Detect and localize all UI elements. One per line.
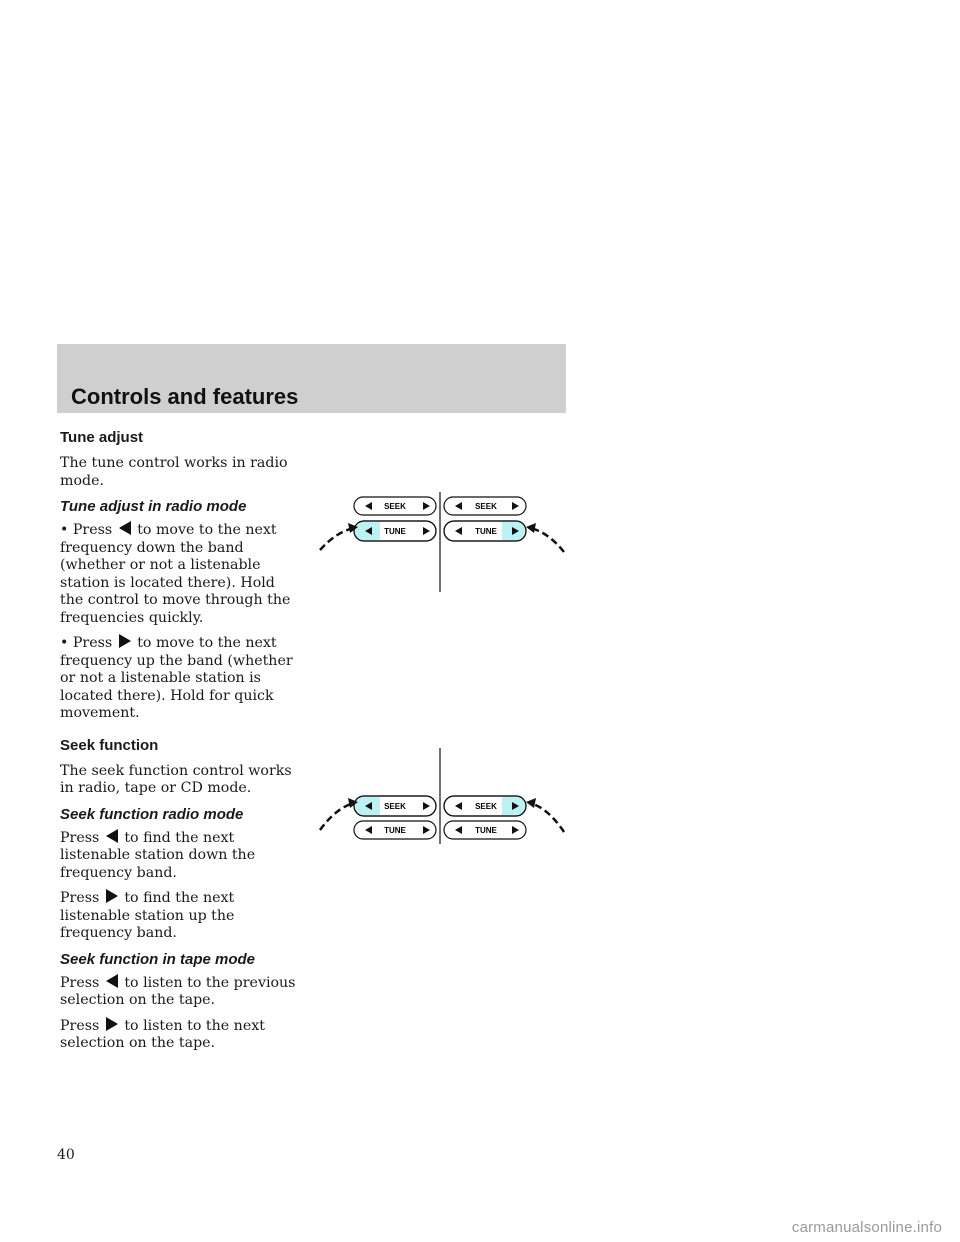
watermark: carmanualsonline.info [791, 1219, 942, 1236]
tune-label-left: TUNE [384, 527, 406, 536]
tune-label-left: TUNE [384, 826, 406, 835]
tune-label-right: TUNE [475, 527, 497, 536]
seek-radio-mode-heading: Seek function radio mode [60, 805, 244, 823]
line-text: to listen to the previous selection on the tape. [60, 974, 296, 1008]
seek-tape-mode-heading: Seek function in tape mode [60, 950, 256, 968]
line-text: to listen to the next selection on the tape. [60, 1017, 265, 1051]
seek-button-left-panel [354, 497, 436, 515]
tune-adjust-intro: The tune control works in radio mode. [60, 455, 288, 489]
seek-tape-next [60, 1017, 300, 1053]
seek-function-intro: The seek function control works in radio, tape or CD mode. [60, 762, 292, 796]
seek-label-right: SEEK [475, 802, 497, 811]
left-arrow-icon [119, 521, 131, 535]
seek-radio-up [60, 889, 300, 943]
seek-label-left: SEEK [384, 802, 406, 811]
tune-radio-mode-heading: Tune adjust in radio mode [60, 498, 247, 515]
line-prefix: Press [60, 890, 100, 906]
tune-bullet-up [60, 634, 300, 723]
tune-button-right-panel [444, 521, 526, 541]
right-arrow-icon [106, 889, 118, 903]
right-pointer-arrow [530, 528, 564, 552]
tune-bullet-down [60, 521, 300, 627]
bullet-marker: • [60, 635, 69, 651]
text-column [60, 428, 300, 1060]
tune-button-left-panel [354, 521, 436, 541]
seek-function-heading: Seek function [60, 736, 159, 754]
bullet-marker: • [60, 522, 69, 538]
tune-button-left-panel [354, 821, 436, 839]
bullet-text: to move to the next frequency down the band (whether or not a listenable station is located there). Hold the control to move through the frequencies quickly. [60, 522, 291, 626]
right-pointer-arrow [530, 803, 564, 832]
right-arrow-icon [119, 634, 131, 648]
left-pointer-arrow [320, 528, 354, 550]
seek-button-left-panel [354, 796, 436, 816]
tune-adjust-heading: Tune adjust [60, 429, 144, 446]
left-pointer-arrow [320, 803, 354, 830]
tune-button-right-panel [444, 821, 526, 839]
tune-diagram [316, 492, 568, 594]
seek-button-right-panel [444, 497, 526, 515]
left-arrow-icon [106, 974, 118, 988]
line-text: to find the next listenable station down the frequency band. [60, 829, 256, 881]
bullet-prefix: Press [72, 635, 113, 651]
seek-label-left: SEEK [384, 502, 406, 511]
section-title: Controls and features [71, 384, 299, 409]
right-arrow-icon [106, 1017, 118, 1031]
left-arrow-icon [106, 829, 118, 843]
tune-label-right: TUNE [475, 826, 497, 835]
seek-radio-down [60, 829, 300, 883]
seek-label-right: SEEK [475, 502, 497, 511]
line-text: to find the next listenable station up the frequency band. [60, 890, 235, 941]
seek-diagram [316, 748, 568, 846]
bullet-prefix: Press [72, 522, 113, 538]
bullet-text: to move to the next frequency up the band (whether or not a listenable station is located there). Hold for quick movement. [60, 635, 293, 721]
section-header-band [57, 344, 566, 413]
seek-tape-previous [60, 974, 300, 1010]
line-prefix: Press [60, 829, 100, 846]
seek-button-right-panel [444, 796, 526, 816]
line-prefix: Press [60, 974, 100, 991]
page-number: 40 [57, 1147, 75, 1163]
line-prefix: Press [60, 1017, 100, 1034]
